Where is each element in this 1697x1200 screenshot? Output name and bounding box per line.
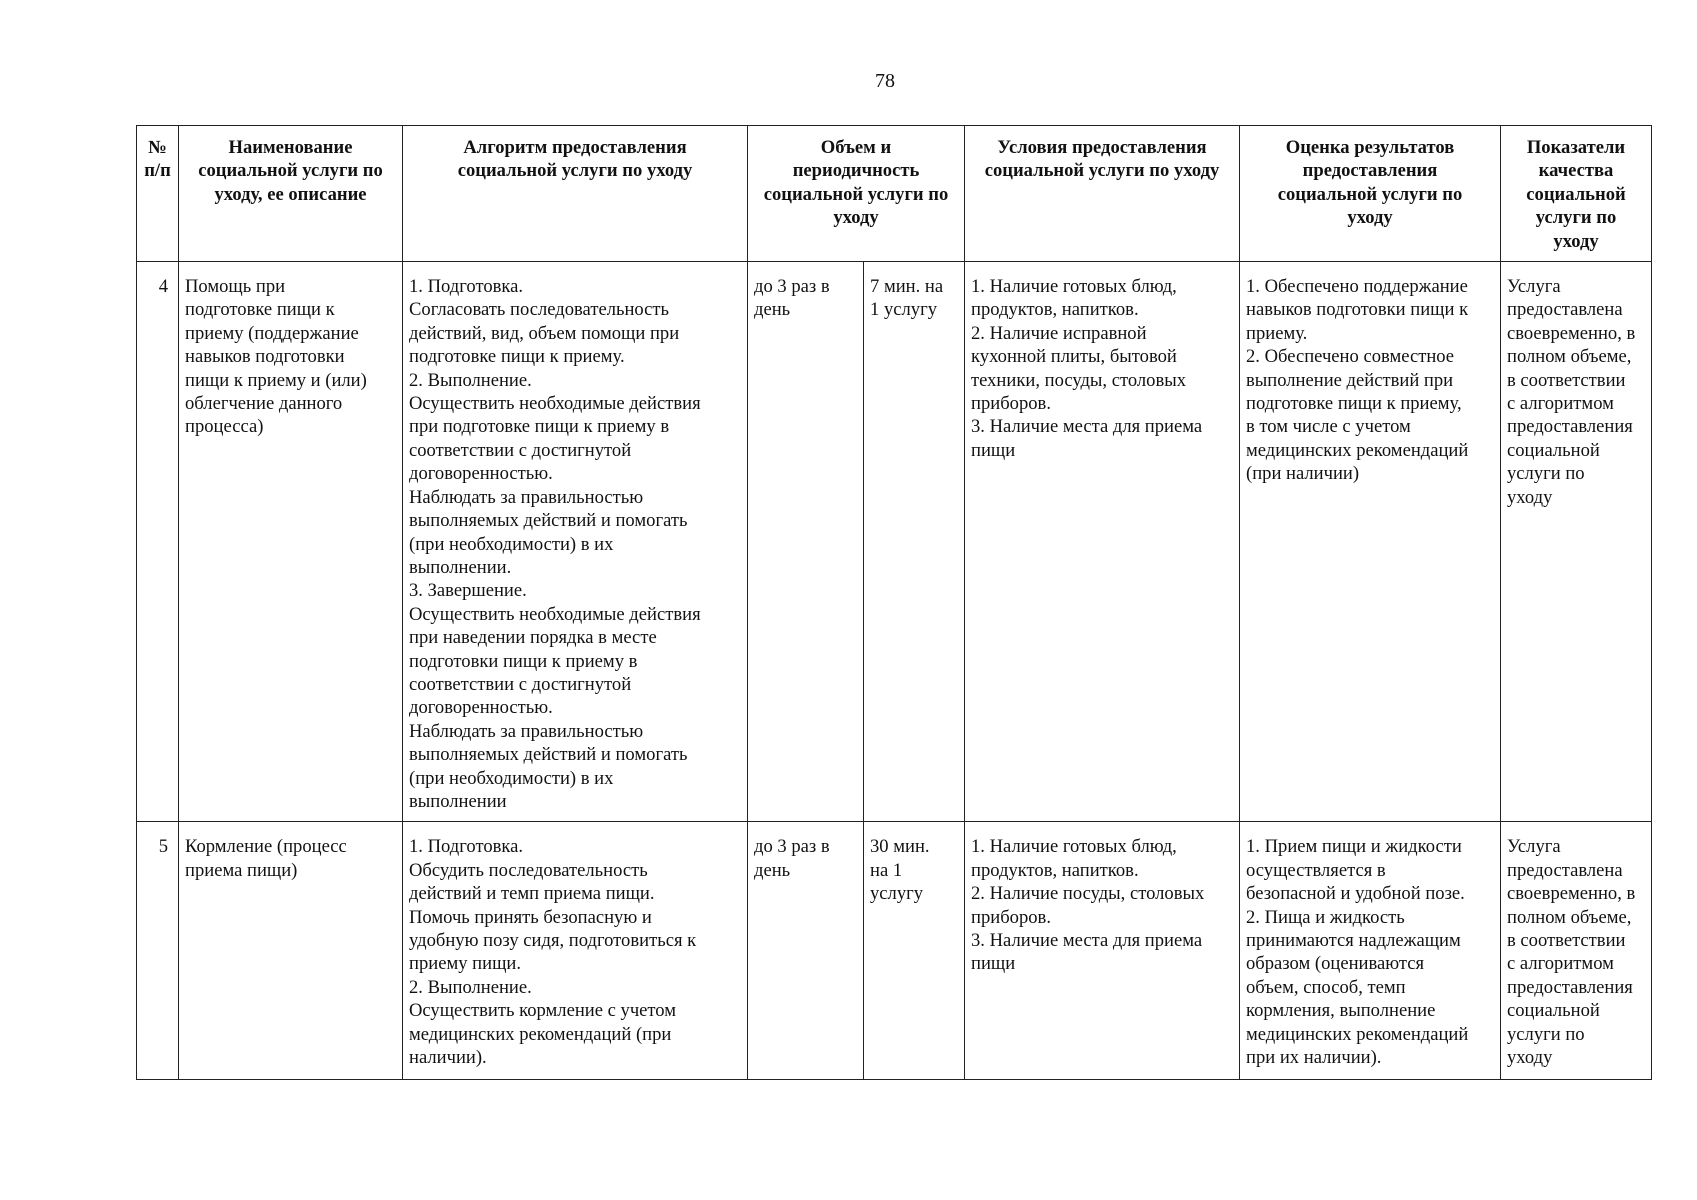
cell-line: до 3 раз в bbox=[754, 836, 830, 858]
cell-line: с алгоритмом bbox=[1507, 393, 1614, 415]
cell-line: Согласовать последовательность bbox=[409, 299, 670, 321]
cell-line: на 1 bbox=[870, 859, 903, 881]
cell-line: продуктов, напитков. bbox=[971, 299, 1139, 321]
row-number: 4 bbox=[137, 262, 179, 822]
service-frequency bbox=[748, 262, 864, 822]
cell-line: 7 мин. на bbox=[870, 276, 944, 298]
cell-line: 3. Завершение. bbox=[409, 580, 527, 602]
service-name bbox=[179, 262, 403, 822]
header-name bbox=[179, 126, 403, 262]
cell-line: медицинских рекомендаций (при bbox=[409, 1023, 672, 1045]
cell-line: социальной bbox=[1507, 1000, 1600, 1022]
page-number: 78 bbox=[875, 70, 895, 92]
cell-line: уходу, ее описание bbox=[214, 183, 367, 205]
cell-line: до 3 раз в bbox=[754, 276, 830, 298]
cell-line: качества bbox=[1538, 160, 1614, 182]
cell-line: 1. Обеспечено поддержание bbox=[1246, 276, 1468, 298]
cell-line: Показатели bbox=[1526, 137, 1626, 158]
cell-line: услуги по bbox=[1535, 207, 1617, 229]
cell-line: медицинских рекомендаций bbox=[1246, 1023, 1469, 1045]
cell-line: продуктов, напитков. bbox=[971, 859, 1139, 881]
cell-line: пищи bbox=[971, 953, 1016, 975]
cell-line: облегчение данного bbox=[185, 393, 343, 415]
cell-line: Наименование bbox=[228, 137, 353, 158]
cell-line: навыков подготовки пищи к bbox=[1246, 299, 1469, 321]
header-num bbox=[137, 126, 179, 262]
cell-line: Наблюдать за правильностью bbox=[409, 486, 644, 508]
cell-line: Кормление (процесс bbox=[185, 836, 347, 858]
cell-line: 2. Наличие посуды, столовых bbox=[971, 883, 1205, 905]
cell-line: пищи bbox=[971, 439, 1016, 461]
cell-line: социальной услуги по bbox=[1277, 183, 1463, 205]
cell-line: Услуга bbox=[1507, 276, 1561, 298]
cell-line: соответствии с достигнутой bbox=[409, 673, 632, 695]
cell-line: подготовке пищи к приему, bbox=[1246, 393, 1462, 415]
cell-line: выполнении. bbox=[409, 556, 512, 578]
cell-line: с алгоритмом bbox=[1507, 953, 1614, 975]
cell-line: действий и темп приема пищи. bbox=[409, 883, 655, 905]
cell-line: приему. bbox=[1246, 322, 1308, 344]
cell-line: полном объеме, bbox=[1507, 906, 1632, 928]
cell-line: навыков подготовки bbox=[185, 346, 345, 368]
cell-line: удобную позу сидя, подготовиться к bbox=[409, 930, 697, 951]
cell-line: в том числе с учетом bbox=[1246, 416, 1411, 438]
cell-line: уходу bbox=[1347, 207, 1393, 229]
cell-line: Услуга bbox=[1507, 836, 1561, 858]
cell-line: уходу bbox=[1553, 230, 1599, 252]
cell-line: социальной услуги по уходу bbox=[984, 160, 1220, 182]
cell-line: (при необходимости) в их bbox=[409, 533, 614, 555]
header-conditions bbox=[965, 126, 1240, 262]
cell-line: 3. Наличие места для приема bbox=[971, 930, 1203, 951]
cell-line: социальной услуги по уходу bbox=[457, 160, 693, 182]
cell-line: договоренностью. bbox=[409, 697, 553, 719]
cell-line: уходу bbox=[1507, 486, 1553, 508]
header-evaluation bbox=[1240, 126, 1501, 262]
service-algorithm bbox=[403, 822, 748, 1080]
cell-line: услуги по bbox=[1507, 463, 1585, 485]
header-quality bbox=[1501, 126, 1652, 262]
service-evaluation bbox=[1240, 262, 1501, 822]
cell-line: Объем и bbox=[820, 137, 892, 158]
cell-line: уходу bbox=[1507, 1047, 1553, 1069]
cell-line: периодичность bbox=[792, 160, 920, 182]
cell-line: № bbox=[148, 137, 167, 158]
cell-line: объем, способ, темп bbox=[1246, 976, 1406, 998]
cell-line: 1. Подготовка. bbox=[409, 276, 524, 298]
cell-line: в соответствии bbox=[1507, 369, 1626, 391]
cell-line: 1. Наличие готовых блюд, bbox=[971, 836, 1177, 858]
cell-line: Осуществить необходимые действия bbox=[409, 603, 701, 625]
service-frequency bbox=[748, 822, 864, 1080]
table-header-row bbox=[137, 126, 1652, 262]
cell-line: кухонной плиты, бытовой bbox=[971, 346, 1177, 368]
cell-line: Помощь при bbox=[185, 276, 286, 298]
cell-line: услуги по bbox=[1507, 1023, 1585, 1045]
cell-line: Оценка результатов bbox=[1285, 137, 1455, 158]
cell-line: подготовке пищи к bbox=[185, 299, 335, 321]
cell-line: предоставлена bbox=[1507, 299, 1623, 321]
cell-line: безопасной и удобной позе. bbox=[1246, 883, 1465, 905]
cell-line: медицинских рекомендаций bbox=[1246, 439, 1469, 461]
cell-line: осуществляется в bbox=[1246, 859, 1386, 881]
cell-line: услугу bbox=[870, 883, 924, 905]
cell-line: Помочь принять безопасную и bbox=[409, 906, 652, 928]
cell-line: предоставлена bbox=[1507, 859, 1623, 881]
cell-line: день bbox=[754, 299, 791, 321]
cell-line: социальной bbox=[1507, 439, 1600, 461]
cell-line: уходу bbox=[833, 207, 879, 229]
service-conditions bbox=[965, 822, 1240, 1080]
service-name bbox=[179, 822, 403, 1080]
cell-line: наличии). bbox=[409, 1047, 487, 1069]
cell-line: Условия предоставления bbox=[997, 137, 1207, 158]
cell-line: Осуществить необходимые действия bbox=[409, 393, 701, 415]
cell-line: Обсудить последовательность bbox=[409, 859, 648, 881]
cell-line: выполняемых действий и помогать bbox=[409, 510, 688, 532]
cell-line: 1. Подготовка. bbox=[409, 836, 524, 858]
cell-line: процесса) bbox=[185, 416, 264, 438]
cell-line: (при наличии) bbox=[1246, 463, 1360, 485]
cell-line: при их наличии). bbox=[1246, 1047, 1382, 1069]
table-row bbox=[137, 822, 1652, 1080]
cell-line: подготовки пищи к приему в bbox=[409, 650, 638, 672]
cell-line: 2. Выполнение. bbox=[409, 369, 532, 391]
cell-line: 30 мин. bbox=[870, 836, 930, 858]
cell-line: предоставления bbox=[1507, 416, 1633, 438]
service-duration bbox=[864, 822, 965, 1080]
cell-line: приема пищи) bbox=[185, 859, 298, 881]
cell-line: своевременно, в bbox=[1507, 322, 1636, 344]
cell-line: 3. Наличие места для приема bbox=[971, 416, 1203, 438]
cell-line: в соответствии bbox=[1507, 930, 1626, 951]
cell-line: п/п bbox=[144, 160, 171, 182]
header-volume bbox=[748, 126, 965, 262]
cell-line: предоставления bbox=[1507, 976, 1633, 998]
cell-line: полном объеме, bbox=[1507, 346, 1632, 368]
cell-line: образом (оцениваются bbox=[1246, 953, 1425, 975]
cell-line: принимаются надлежащим bbox=[1246, 930, 1461, 951]
cell-line: день bbox=[754, 859, 791, 881]
service-conditions bbox=[965, 262, 1240, 822]
cell-line: приборов. bbox=[971, 906, 1051, 928]
cell-line: 2. Наличие исправной bbox=[971, 322, 1147, 344]
cell-line: кормления, выполнение bbox=[1246, 1000, 1436, 1022]
cell-line: пищи к приему и (или) bbox=[185, 369, 367, 391]
cell-line: социальной bbox=[1526, 183, 1626, 205]
cell-line: предоставления bbox=[1302, 160, 1438, 182]
header-algorithm bbox=[403, 126, 748, 262]
cell-line: Наблюдать за правильностью bbox=[409, 720, 644, 742]
cell-line: Осуществить кормление с учетом bbox=[409, 1000, 677, 1022]
cell-line: выполняемых действий и помогать bbox=[409, 744, 688, 766]
cell-line: социальной услуги по bbox=[198, 160, 383, 182]
cell-line: приборов. bbox=[971, 393, 1051, 415]
cell-line: 1. Наличие готовых блюд, bbox=[971, 276, 1177, 298]
table-row bbox=[137, 262, 1652, 822]
cell-line: подготовке пищи к приему. bbox=[409, 346, 625, 368]
service-algorithm bbox=[403, 262, 748, 822]
cell-line: соответствии с достигнутой bbox=[409, 439, 632, 461]
services-table bbox=[136, 125, 1652, 1080]
service-evaluation bbox=[1240, 822, 1501, 1080]
cell-line: (при необходимости) в их bbox=[409, 767, 614, 789]
cell-line: приему (поддержание bbox=[185, 322, 359, 344]
cell-line: Алгоритм предоставления bbox=[463, 137, 687, 158]
cell-line: 1 услугу bbox=[870, 299, 937, 321]
cell-line: выполнении bbox=[409, 790, 507, 812]
cell-line: договоренностью. bbox=[409, 463, 553, 485]
cell-line: 2. Обеспечено совместное bbox=[1246, 346, 1455, 368]
cell-line: 2. Пища и жидкость bbox=[1246, 906, 1405, 928]
service-quality bbox=[1501, 262, 1652, 822]
cell-line: своевременно, в bbox=[1507, 883, 1636, 905]
cell-line: приему пищи. bbox=[409, 953, 521, 975]
cell-line: выполнение действий при bbox=[1246, 369, 1454, 391]
service-duration bbox=[864, 262, 965, 822]
cell-line: социальной услуги по bbox=[763, 183, 949, 205]
row-number: 5 bbox=[137, 822, 179, 1080]
cell-line: действий, вид, объем помощи при bbox=[409, 322, 680, 344]
service-quality bbox=[1501, 822, 1652, 1080]
cell-line: при наведении порядка в месте bbox=[409, 627, 657, 649]
cell-line: техники, посуды, столовых bbox=[971, 369, 1187, 391]
cell-line: при подготовке пищи к приему в bbox=[409, 416, 670, 438]
cell-line: 2. Выполнение. bbox=[409, 976, 532, 998]
cell-line: 1. Прием пищи и жидкости bbox=[1246, 836, 1462, 858]
